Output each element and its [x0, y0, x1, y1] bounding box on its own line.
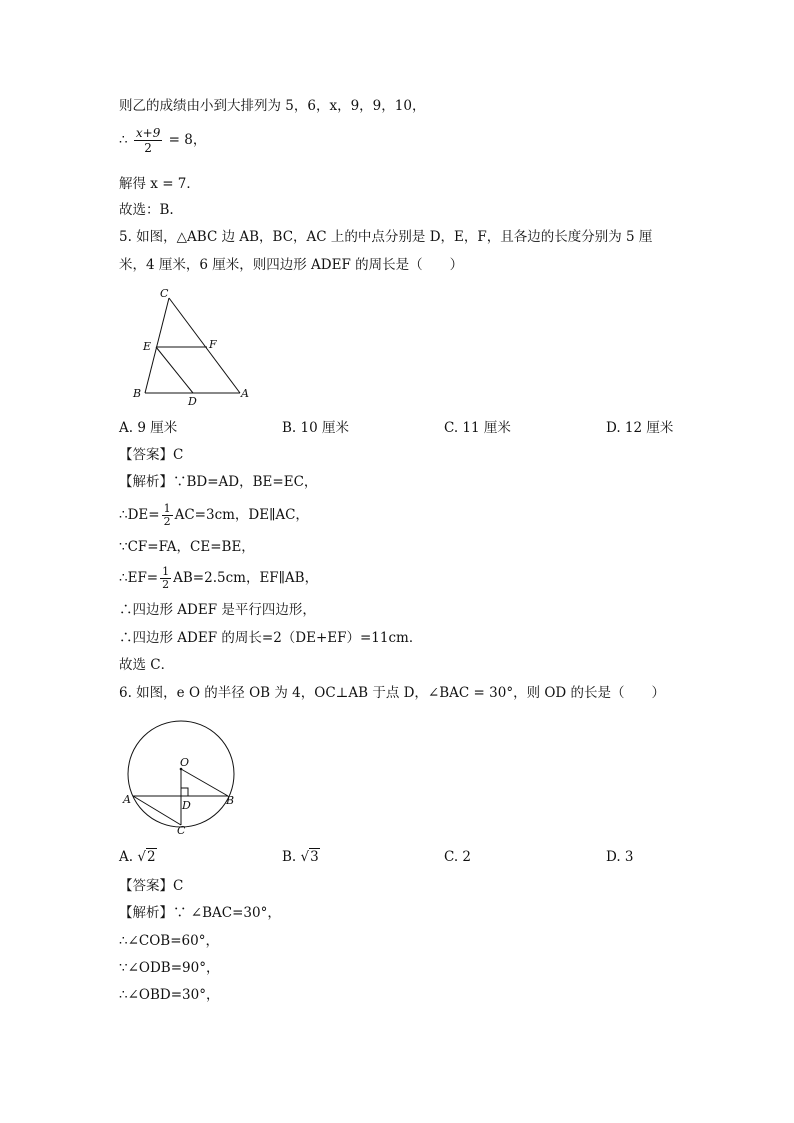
q6-option-a: [119, 847, 157, 867]
therefore-symbol: ∴: [119, 132, 128, 148]
text-line-1: 则乙的成绩由小到大排列为 5，6，x，9，9，10，: [119, 98, 426, 114]
q5-stem-line-1: 5. 如图，△ABC 边 AB，BC，AC 上的中点分别是 D，E，F，且各边的长度分别为 5 厘: [119, 229, 653, 245]
segment-ED: [156, 347, 193, 393]
q5-option-a: A. 9 厘米: [119, 420, 178, 436]
equation-line: [119, 126, 206, 155]
segment-AC: [133, 796, 181, 825]
q6-solution-4: ∴∠OBD=30°，: [119, 987, 220, 1003]
label-B: B: [226, 794, 235, 807]
q5-solution-2: [119, 503, 309, 528]
q5-option-c: C. 11 厘米: [444, 420, 511, 436]
q5-s2-prefix: ∴DE=: [119, 507, 160, 523]
q6-circle-figure: [118, 712, 248, 838]
option-letter: B.: [282, 849, 297, 865]
q5-solution-7: 故选 C．: [119, 657, 175, 673]
q5-solution-1: 【解析】∵BD=AD，BE=EC，: [119, 474, 318, 490]
label-C: C: [177, 824, 186, 837]
fraction-denominator: 2: [162, 578, 170, 591]
text-line-3: 解得 x = 7．: [119, 176, 200, 192]
radicand: 3: [310, 849, 319, 865]
half-fraction: [160, 566, 171, 591]
radicand: 2: [146, 849, 156, 865]
q6-stem: 6. 如图，e O 的半径 OB 为 4，OC⊥AB 于点 D，∠BAC = 30°，则 OD 的长是（ ）: [119, 685, 666, 701]
label-A: A: [123, 793, 131, 806]
text-line-4: 故选：B.: [119, 202, 174, 218]
option-letter: A.: [119, 849, 134, 865]
q5-s4-suffix: AB=2.5cm，EF∥AB，: [173, 570, 319, 586]
sqrt-3: √3: [300, 849, 319, 865]
fraction-numerator: x+9: [135, 126, 161, 140]
q5-s4-prefix: ∴EF=: [119, 570, 159, 586]
segment-CA: [169, 298, 240, 393]
fraction-denominator: 2: [144, 141, 152, 155]
fraction-denominator: 2: [163, 515, 171, 528]
q6-option-d: D. 3: [606, 849, 634, 865]
q5-solution-6: ∴四边形 ADEF 的周长=2（DE+EF）=11cm．: [119, 630, 423, 646]
q6-solution-2: ∴∠COB=60°，: [119, 933, 219, 949]
label-O: O: [180, 756, 190, 769]
q5-stem-line-2: 米，4 厘米，6 厘米，则四边形 ADEF 的周长是（ ）: [119, 257, 464, 273]
label-E: E: [143, 340, 152, 353]
q5-triangle-figure: [125, 283, 265, 408]
q5-solution-3: ∵CF=FA，CE=BE，: [119, 539, 255, 555]
fraction: [134, 126, 162, 155]
label-D: D: [182, 799, 191, 812]
sqrt-2: √2: [137, 849, 156, 865]
half-fraction: [162, 503, 173, 528]
label-C: C: [160, 287, 169, 300]
q6-option-b: [282, 847, 320, 867]
label-B: B: [133, 387, 142, 400]
q6-solution-3: ∵∠ODB=90°，: [119, 960, 220, 976]
label-A: A: [241, 387, 249, 400]
q6-option-c: C. 2: [444, 849, 472, 865]
equation-suffix: = 8，: [168, 132, 207, 148]
q5-option-b: B. 10 厘米: [282, 420, 349, 436]
q5-solution-4: [119, 566, 318, 591]
q5-answer: 【答案】C: [119, 447, 184, 463]
q5-solution-5: ∴四边形 ADEF 是平行四边形，: [119, 602, 316, 618]
fraction-numerator: 1: [162, 565, 170, 578]
label-D: D: [188, 395, 197, 408]
q6-answer: 【答案】C: [119, 878, 184, 894]
label-F: F: [209, 338, 217, 351]
right-angle-mark: [181, 788, 188, 796]
q6-solution-1: 【解析】∵ ∠BAC=30°，: [119, 905, 281, 921]
fraction-numerator: 1: [163, 502, 171, 515]
q5-option-d: D. 12 厘米: [606, 420, 674, 436]
q5-s2-suffix: AC=3cm，DE∥AC，: [174, 507, 309, 523]
